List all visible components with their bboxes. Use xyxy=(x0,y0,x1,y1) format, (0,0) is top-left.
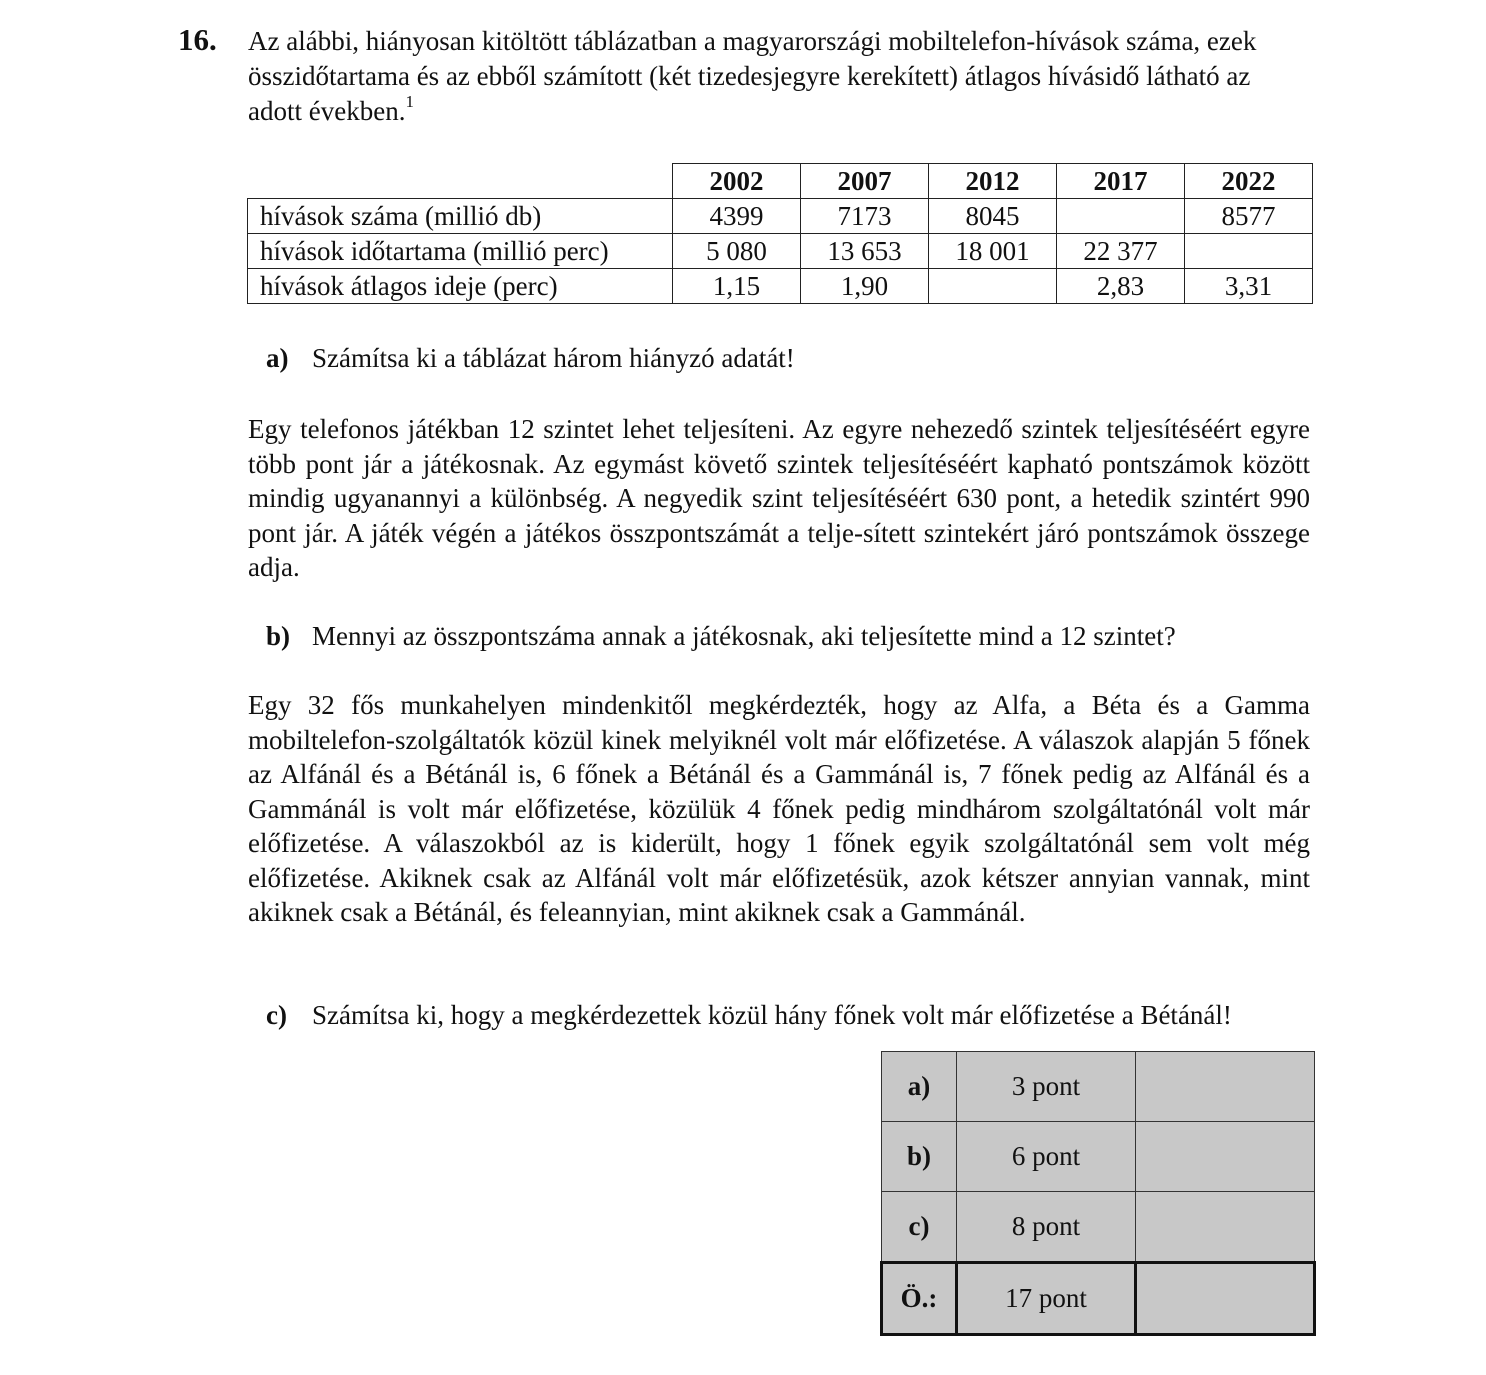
game-paragraph: Egy telefonos játékban 12 szintet lehet teljesíteni. Az egyre nehezedő szintek teljesítéséért egyre több pont jár a játékosnak. Az egymást követő szintek teljesítéséért kapható pontszámok között mindig ugyanannyi a különbség. A negyedik szint teljesítéséért 630 pont, a hetedik szintért 990 pont jár. A játék végén a játékos összpontszámát a telje-sített szintekért járó pontszámok összege adja. xyxy=(248,414,1310,582)
score-row xyxy=(882,1122,1315,1192)
table-cell: 7173 xyxy=(801,199,929,234)
table-cell: 8045 xyxy=(929,199,1057,234)
score-total-earned-field[interactable] xyxy=(1136,1263,1315,1335)
survey-paragraph: Egy 32 fős munkahelyen mindenkitől megkérdezték, hogy az Alfa, a Béta és a Gamma mobiltelefon-szolgáltatók közül kinek melyiknél volt már előfizetése. A válaszok alapján 5 főnek az Alfánál és a Bétánál is, 6 főnek a Bétánál és a Gammánál is, 7 főnek pedig az Alfánál és a Gammánál is volt már előfizetése, közülük 4 főnek pedig mindhárom szolgáltatónál volt már előfizetése. A válaszokból az is kiderült, hogy 1 főnek egyik szolgáltatónál sem volt még előfizetése. Akiknek csak az Alfánál volt már előfizetésük, azok kétszer annyian vannak, mint akiknek csak a Bétánál, és feleannyian, mint akiknek csak a Gammánál. xyxy=(248,690,1310,927)
score-earned-field[interactable] xyxy=(1136,1192,1315,1263)
score-part-label: c) xyxy=(882,1192,957,1263)
table-cell: 1,15 xyxy=(673,269,801,304)
row-label: hívások száma (millió db) xyxy=(248,199,673,234)
score-total-label: Ö.: xyxy=(882,1263,957,1335)
question-b xyxy=(266,619,1176,654)
score-part-label: b) xyxy=(882,1122,957,1192)
year-header: 2012 xyxy=(929,164,1057,199)
footnote-mark: 1 xyxy=(405,92,414,111)
score-total-points: 17 pont xyxy=(957,1263,1136,1335)
question-text: Mennyi az összpontszáma annak a játékosnak, aki teljesítette mind a 12 szintet? xyxy=(312,621,1176,651)
score-part-label: a) xyxy=(882,1052,957,1122)
question-label: b) xyxy=(266,621,291,651)
score-earned-field[interactable] xyxy=(1136,1052,1315,1122)
table-row xyxy=(248,234,1313,269)
row-label: hívások időtartama (millió perc) xyxy=(248,234,673,269)
data-table xyxy=(247,163,1313,304)
question-c xyxy=(266,998,1232,1033)
question-a xyxy=(266,341,795,376)
row-label: hívások átlagos ideje (perc) xyxy=(248,269,673,304)
year-header: 2017 xyxy=(1057,164,1185,199)
score-total-row xyxy=(882,1263,1315,1335)
score-points: 8 pont xyxy=(957,1192,1136,1263)
table-cell xyxy=(1185,234,1313,269)
table-row xyxy=(248,269,1313,304)
table-cell: 13 653 xyxy=(801,234,929,269)
table-cell: 2,83 xyxy=(1057,269,1185,304)
corner-cell xyxy=(248,164,673,199)
table-cell: 5 080 xyxy=(673,234,801,269)
table-cell: 3,31 xyxy=(1185,269,1313,304)
score-earned-field[interactable] xyxy=(1136,1122,1315,1192)
table-cell: 18 001 xyxy=(929,234,1057,269)
year-header: 2007 xyxy=(801,164,929,199)
question-text: Számítsa ki, hogy a megkérdezettek közül hány főnek volt már előfizetése a Bétánál! xyxy=(312,1000,1232,1030)
table-cell: 4399 xyxy=(673,199,801,234)
table-row xyxy=(248,199,1313,234)
score-row xyxy=(882,1052,1315,1122)
score-table xyxy=(880,1051,1316,1336)
table-cell: 22 377 xyxy=(1057,234,1185,269)
problem-intro xyxy=(248,24,1310,129)
score-points: 3 pont xyxy=(957,1052,1136,1122)
problem-number: 16. xyxy=(178,22,217,57)
table-cell xyxy=(929,269,1057,304)
table-cell: 1,90 xyxy=(801,269,929,304)
table-cell xyxy=(1057,199,1185,234)
question-label: a) xyxy=(266,343,289,373)
question-text: Számítsa ki a táblázat három hiányzó adatát! xyxy=(312,343,795,373)
year-header: 2002 xyxy=(673,164,801,199)
table-cell: 8577 xyxy=(1185,199,1313,234)
question-label: c) xyxy=(266,1000,287,1030)
score-row xyxy=(882,1192,1315,1263)
year-header: 2022 xyxy=(1185,164,1313,199)
intro-text: Az alábbi, hiányosan kitöltött táblázatban a magyarországi mobiltelefon-hívások száma, ezek összidőtartama és az ebből számított (két tizedesjegyre kerekített) átlagos hívásidő látható az adott években. xyxy=(248,26,1257,126)
score-points: 6 pont xyxy=(957,1122,1136,1192)
header-row xyxy=(248,164,1313,199)
